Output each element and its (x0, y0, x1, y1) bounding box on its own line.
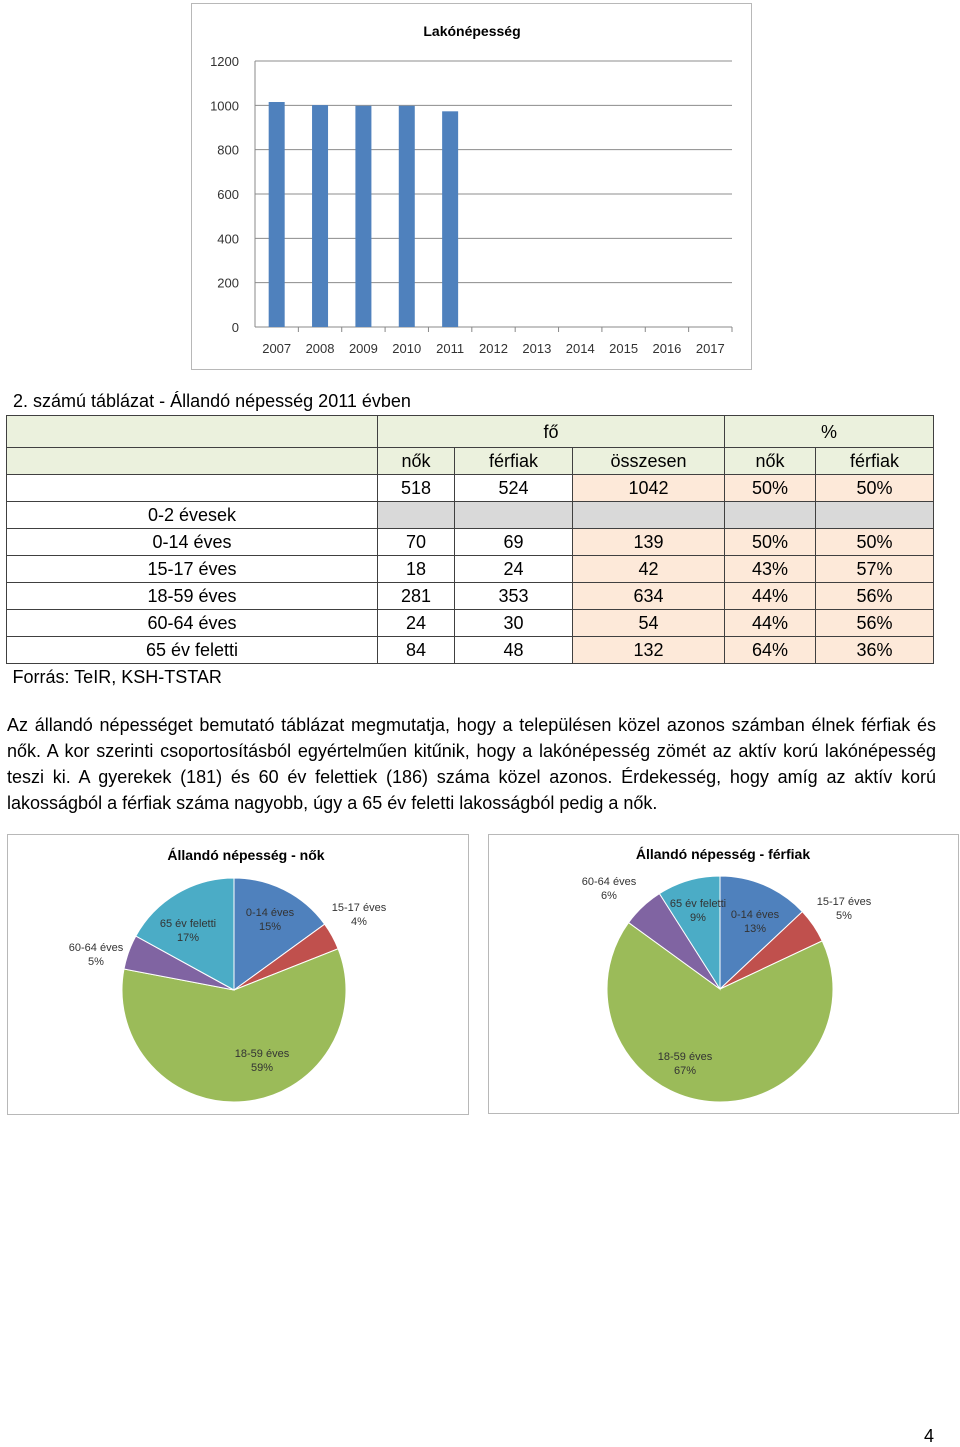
table-row (7, 556, 934, 583)
col-header-ferfiak-pct: férfiak (816, 448, 934, 475)
pie-slice-label: 0-14 éves (730, 909, 780, 921)
bar-chart-lakonepesseg (191, 3, 752, 370)
cell: 281 (378, 583, 455, 610)
cell: 1042 (573, 475, 725, 502)
x-tick-label: 2007 (262, 341, 292, 356)
cell (455, 502, 573, 529)
cell: 24 (455, 556, 573, 583)
cell: 69 (455, 529, 573, 556)
y-tick-label: 1200 (210, 54, 239, 69)
row-label (7, 475, 378, 502)
pie-chart-nok-svg (8, 835, 468, 1114)
x-tick-label: 2017 (695, 341, 725, 356)
cell (816, 502, 934, 529)
cell: 634 (573, 583, 725, 610)
pie-slice-pct: 15% (258, 921, 282, 933)
cell: 56% (816, 583, 934, 610)
pie-slice-label: 65 év feletti (159, 918, 217, 930)
x-tick-label: 2009 (348, 341, 378, 356)
cell: 524 (455, 475, 573, 502)
pie-ferfiak-title: Állandó népesség - férfiak (635, 846, 811, 862)
cell: 139 (573, 529, 725, 556)
pie-slice-pct: 67% (673, 1065, 697, 1077)
table-caption: 2. számú táblázat - Állandó népesség 2011 évben (13, 391, 411, 411)
y-tick-label: 400 (217, 231, 239, 247)
table-row (7, 502, 934, 529)
pie-slice-pct: 4% (351, 916, 367, 928)
bar-2009 (355, 106, 371, 327)
cell: 50% (725, 529, 816, 556)
row-label: 18-59 éves (7, 583, 378, 610)
page-number: 4 (924, 1426, 935, 1446)
x-tick-label: 2015 (609, 341, 639, 356)
row-label: 0-2 évesek (7, 502, 378, 529)
cell: 43% (725, 556, 816, 583)
x-tick-label: 2012 (479, 341, 508, 356)
pie-slice-label: 18-59 éves (234, 1048, 290, 1060)
cell: 24 (378, 610, 455, 637)
table-row (7, 610, 934, 637)
bar-2010 (399, 106, 415, 327)
cell: 44% (725, 610, 816, 637)
x-tick-label: 2014 (565, 341, 595, 356)
table-corner (7, 416, 378, 448)
row-label: 65 év feletti (7, 637, 378, 664)
y-tick-label: 600 (217, 187, 239, 202)
table-source: Forrás: TeIR, KSH-TSTAR (7, 664, 934, 691)
cell: 30 (455, 610, 573, 637)
pie-slice-pct: 5% (836, 910, 852, 922)
bar-chart-svg (192, 4, 751, 369)
pie-slice-label: 15-17 éves (331, 902, 387, 914)
cell: 50% (816, 475, 934, 502)
y-tick-label: 200 (217, 275, 239, 291)
cell: 64% (725, 637, 816, 664)
bar-2008 (312, 105, 328, 327)
bar-chart-title: Lakónépesség (423, 23, 521, 39)
pie-slice-pct: 13% (743, 923, 767, 935)
x-tick-label: 2008 (305, 341, 335, 356)
pie-slice-label: 15-17 éves (816, 896, 872, 908)
cell: 518 (378, 475, 455, 502)
y-tick-label: 0 (231, 320, 239, 335)
bar-2011 (442, 111, 458, 327)
cell: 50% (725, 475, 816, 502)
cell: 44% (725, 583, 816, 610)
cell: 57% (816, 556, 934, 583)
table-row-totals (7, 475, 934, 502)
cell: 84 (378, 637, 455, 664)
x-tick-label: 2011 (436, 341, 465, 356)
pie-slice-pct: 5% (88, 956, 104, 968)
group-header-pct: % (725, 416, 934, 448)
y-tick-label: 1000 (210, 98, 239, 114)
pie-slice-label: 60-64 éves (68, 942, 124, 954)
group-header-fo: fő (378, 416, 725, 448)
pie-slice-label: 18-59 éves (657, 1051, 713, 1063)
pie-slice-label: 0-14 éves (245, 907, 295, 919)
pie-slice-label: 60-64 éves (581, 876, 637, 888)
cell (725, 502, 816, 529)
row-label: 15-17 éves (7, 556, 378, 583)
cell: 54 (573, 610, 725, 637)
pie-chart-nok (7, 834, 469, 1115)
cell: 18 (378, 556, 455, 583)
x-tick-label: 2013 (522, 341, 552, 356)
cell: 48 (455, 637, 573, 664)
cell: 70 (378, 529, 455, 556)
cell (573, 502, 725, 529)
pie-slice-pct: 17% (176, 932, 200, 944)
pie-slice-pct: 9% (690, 912, 706, 924)
row-label: 0-14 éves (7, 529, 378, 556)
population-table (6, 415, 934, 690)
table-corner-2 (7, 448, 378, 475)
table-row (7, 529, 934, 556)
x-tick-label: 2016 (652, 341, 682, 356)
cell: 353 (455, 583, 573, 610)
pie-slice-pct: 59% (250, 1062, 274, 1074)
pie-slice-pct: 6% (601, 890, 617, 902)
row-label: 60-64 éves (7, 610, 378, 637)
cell: 36% (816, 637, 934, 664)
pie-chart-ferfiak (488, 834, 959, 1114)
cell: 42 (573, 556, 725, 583)
cell (378, 502, 455, 529)
x-tick-label: 2010 (392, 341, 422, 356)
col-header-nok-pct: nők (725, 448, 816, 475)
table-row (7, 583, 934, 610)
body-paragraph: Az állandó népességet bemutató táblázat megmutatja, hogy a településen közel azonos számban élnek férfiak és nők. A kor szerinti csoportosításból egyértelműen kitűnik, hogy a lakónépesség zömét az aktív korú lakónépesség teszi ki. A gyerekek (181) és 60 év felettiek (186) száma közel azonos. Érdekesség, hogy amíg az aktív korú lakosságból a férfiak száma nagyobb, úgy a 65 év feletti lakosságból pedig a nők. (7, 715, 936, 813)
col-header-osszesen: összesen (573, 448, 725, 475)
y-tick-label: 800 (217, 142, 239, 158)
table-row (7, 637, 934, 664)
pie-slice-label: 65 év feletti (669, 898, 727, 910)
col-header-nok: nők (378, 448, 455, 475)
cell: 56% (816, 610, 934, 637)
col-header-ferfiak: férfiak (455, 448, 573, 475)
cell: 50% (816, 529, 934, 556)
pie-chart-ferfiak-svg (489, 835, 958, 1113)
pie-nok-title: Állandó népesség - nők (167, 847, 325, 863)
cell: 132 (573, 637, 725, 664)
bar-2007 (269, 102, 285, 327)
